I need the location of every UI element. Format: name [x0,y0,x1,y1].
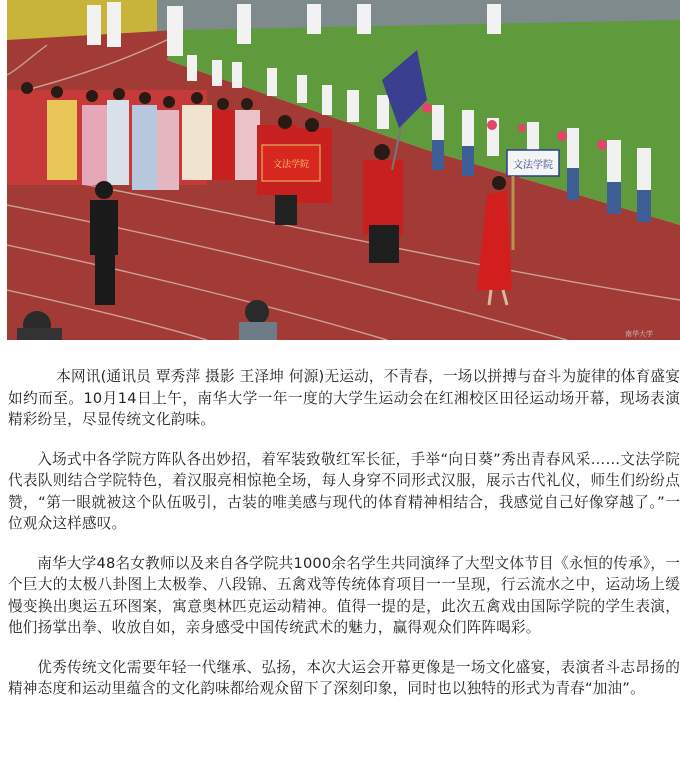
sign-text: 文法学院 [513,160,553,171]
banner-text: 文法学院 [272,160,310,170]
svg-text:南华大学: 南华大学 [625,330,653,338]
article-body [8,366,680,718]
paragraph-conclusion: 优秀传统文化需要年轻一代继承、弘扬，本次大运会开幕更像是一场文化盛宴，表演者斗志昂扬的精神态度和运动里蕴含的文化韵味都给观众留下了深刻印象，同时也以独特的形式为青春“加油”。 [8,658,680,697]
article-photo [7,0,680,340]
paragraph-performance: 南华大学48名女教师以及来自各学院共1000余名学生共同演绎了大型文体节目《永恒的传承》，一个巨大的太极八卦图上太极拳、八段锦、五禽戏等传统体育项目一一呈现，行云流水之中，运动场上缓慢变换出奥运五环图案，寓意奥林匹克运动精神。值得一提的是，此次五禽戏由国际学院的学生表演，他们扬掌出拳、收放自如，亲身感受中国传统武术的魅力，赢得观众们阵阵喝彩。 [8,554,680,636]
paragraph-entrance: 入场式中各学院方阵队各出妙招，着军装致敬红军长征，手举“向日葵”秀出青春风采……文法学院代表队则结合学院特色，着汉服亮相惊艳全场，每人身穿不同形式汉服，展示古代礼仪，师生们纷纷点赞，“第一眼就被这个队伍吸引，古装的唯美感与现代的体育精神相结合，我感觉自己好像穿越了。”一位观众这样感叹。 [8,450,680,532]
paragraph-intro: 本网讯(通讯员 覃秀萍 摄影 王泽坤 何源)无运动，不青春，一场以拼搏与奋斗为旋律的体育盛宴如约而至。10月14日上午，南华大学一年一度的大学生运动会在红湘校区田径运动场开幕，现场表演精彩纷呈，尽显传统文化韵味。 [8,368,680,428]
